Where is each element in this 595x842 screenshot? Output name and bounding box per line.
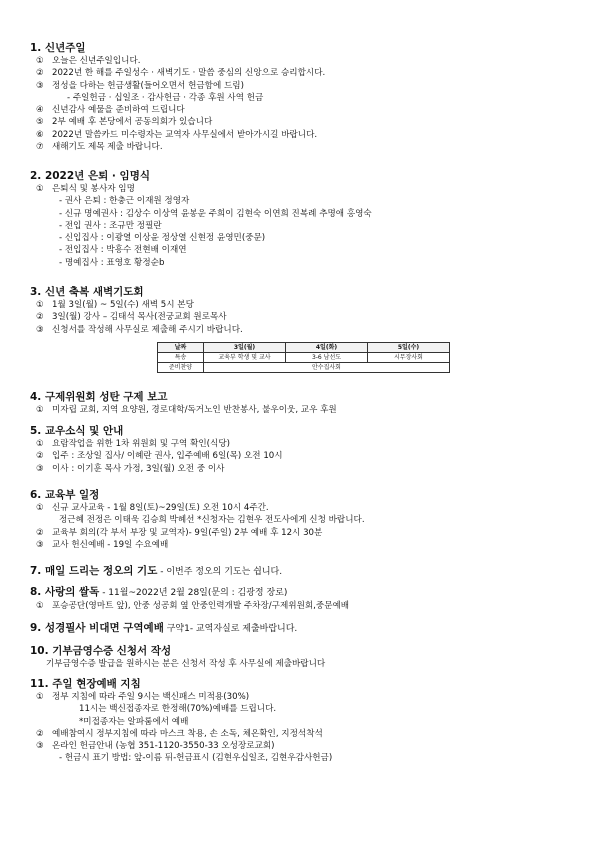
- list-item: ② 2022년 한 해를 주일성수 · 새벽기도 · 말씀 중심의 신앙으로 승리합시다.: [36, 68, 326, 79]
- list-item: ① 포승공단(영마트 앞), 안중 성공회 옆 안중인력개발 주차장/구제위원회,중문예배: [36, 601, 350, 611]
- table-header-cell: 5일(수): [368, 343, 450, 353]
- list-item: - 명예집사 : 표영호 황정순b: [59, 257, 165, 268]
- table-header-row: [158, 343, 450, 353]
- section-heading: 10. 기부금영수증 신청서 작성: [30, 645, 172, 657]
- list-item: ① 정부 지침에 따라 주일 9시는 백신패스 미적용(30%): [36, 692, 250, 702]
- section-rice-jar: [30, 586, 575, 612]
- list-item: ① 신규 교사교육 - 1월 8일(토)~29일(토) 오전 10시 4주간.: [36, 503, 269, 513]
- table-row: [158, 353, 450, 363]
- list-item: - 전입 권사 : 조규만 정필란: [59, 220, 162, 231]
- list-item: ① 1월 3일(월) ~ 5일(수) 새벽 5시 본당: [36, 300, 194, 310]
- list-item: ③ 온라인 헌금안내 (농협 351-1120-3550-33 오성장로교회): [36, 741, 275, 752]
- table-header-cell: 4일(화): [286, 343, 368, 353]
- list-item: 정근혜 전정은 이태욱 김승희 박혜선 *신청자는 김현우 전도사에게 신청 바랍니다.: [59, 515, 365, 526]
- section-bible-transcription: [30, 622, 575, 636]
- list-item: ① 미자립 교회, 지역 요양원, 경로대학/독거노인 반찬봉사, 불우이웃, 교우 후원: [36, 405, 337, 415]
- list-item: ② 3일(월) 강사 – 김태석 목사(전궁교회 원로목사: [36, 312, 227, 323]
- list-item: ④ 신년감사 예물을 준비하여 드립니다: [36, 105, 185, 116]
- section-heading: 11. 주일 현장예배 지침: [30, 678, 141, 690]
- section-noon-prayer: [30, 565, 575, 579]
- dawn-prayer-schedule-table: [157, 342, 450, 373]
- list-item: ② 입주 : 조상일 집사/ 이혜란 권사, 입주예배 6일(목) 오전 10시: [36, 451, 283, 462]
- section-heading: 3. 신년 축복 새벽기도회: [30, 286, 144, 298]
- list-item: ③ 교사 헌신예배 - 19일 수요예배: [36, 539, 169, 550]
- table-row: [158, 363, 450, 373]
- section-heading: 1. 신년주일: [30, 42, 86, 54]
- list-item: - 전입집사 : 박흥수 전현배 이재연: [59, 245, 187, 256]
- section-heading: 2. 2022년 은퇴 · 임명식: [30, 170, 150, 182]
- list-item: ⑦ 새해기도 제목 제출 바랍니다.: [36, 142, 163, 153]
- section-heading: 6. 교육부 일정: [30, 489, 100, 501]
- section-member-news: [30, 425, 575, 475]
- list-item: 기부금영수증 발급을 원하시는 분은 신청서 작성 후 사무실에 제출바랍니다: [46, 659, 326, 669]
- section-relief-report: [30, 391, 575, 416]
- list-item: *미접종자는 알파룸에서 예배: [79, 716, 189, 727]
- table-cell: 준비찬양: [158, 363, 204, 373]
- section-education-schedule: [30, 489, 575, 551]
- section-dawn-prayer: [30, 286, 575, 336]
- list-item: - 헌금시 표기 방법: 앞-이름 뒤-헌금표시 (김현우십일조, 김현우감사헌금): [59, 753, 333, 764]
- list-item: ① 오늘은 신년주일입니다.: [36, 56, 141, 66]
- table-header-cell: 3일(월): [204, 343, 286, 353]
- list-item: ② 교육부 회의(각 부서 부장 및 교역자)- 9일(주일) 2부 예배 후 12시 30분: [36, 527, 323, 538]
- list-item: ③ 신청서를 작성해 사무실로 제출해 주시기 바랍니다.: [36, 324, 243, 335]
- section-new-year-sunday: [30, 42, 575, 153]
- list-item: - 주일헌금 · 십일조 · 감사헌금 · 각종 후원 사역 헌금: [67, 92, 264, 103]
- list-item: - 신입집사 : 이광열 이상윤 정상열 신현정 윤영민(중문): [59, 233, 266, 244]
- list-item: ③ 정성을 다하는 헌금생활(들어오면서 헌금함에 드림): [36, 80, 244, 91]
- list-item: - 권사 은퇴 : 한충근 이재원 정영자: [59, 196, 190, 207]
- table-header-cell: 날짜: [158, 343, 204, 353]
- table-cell: 안수집사회: [204, 363, 450, 373]
- list-item: ⑤ 2부 예배 후 본당에서 공동의회가 있습니다: [36, 117, 213, 128]
- section-retirement-appointment: [30, 170, 575, 269]
- list-item: ② 예배참여시 정부지침에 따라 마스크 착용, 손 소독, 체온확인, 지정석착석: [36, 728, 323, 739]
- table-cell: 교육부 학생 및 교사: [204, 353, 286, 363]
- section-donation-receipt: [30, 645, 575, 670]
- table-cell: 시무장사회: [368, 353, 450, 363]
- list-item: ① 은퇴식 및 봉사자 임명: [36, 184, 135, 194]
- list-item: ⑥ 2022년 말씀카드 미수령자는 교역자 사무실에서 받아가시길 바랍니다.: [36, 129, 318, 140]
- table-cell: 특송: [158, 353, 204, 363]
- section-heading: 8. 사랑의 쌀독 - 11월~2022년 2월 28일(문의 : 김광정 장로): [30, 586, 288, 598]
- section-worship-guidelines: [30, 678, 575, 765]
- section-heading: 5. 교우소식 및 안내: [30, 425, 124, 437]
- list-item: ③ 이사 : 이기훈 목사 가정, 3일(월) 오전 중 이사: [36, 463, 225, 474]
- list-item: - 신규 명예권사 : 김상수 이상역 윤봉운 주희이 김현숙 이연희 진복례 추명애 홍영숙: [59, 208, 372, 219]
- section-heading: 9. 성경필사 비대면 구역예배 구약1- 교역자실로 제출바랍니다.: [30, 622, 298, 634]
- section-heading: 4. 구제위원회 성탄 구제 보고: [30, 391, 168, 403]
- list-item: ① 요람작업을 위한 1차 위원회 및 구역 확인(식당): [36, 439, 230, 449]
- table-cell: 3-6 남선도: [286, 353, 368, 363]
- list-item: 11시는 백신접종자로 한정해(70%)예배를 드립니다.: [79, 704, 277, 715]
- section-heading: 7. 매일 드리는 정오의 기도 - 이번주 정오의 기도는 쉽니다.: [30, 565, 283, 577]
